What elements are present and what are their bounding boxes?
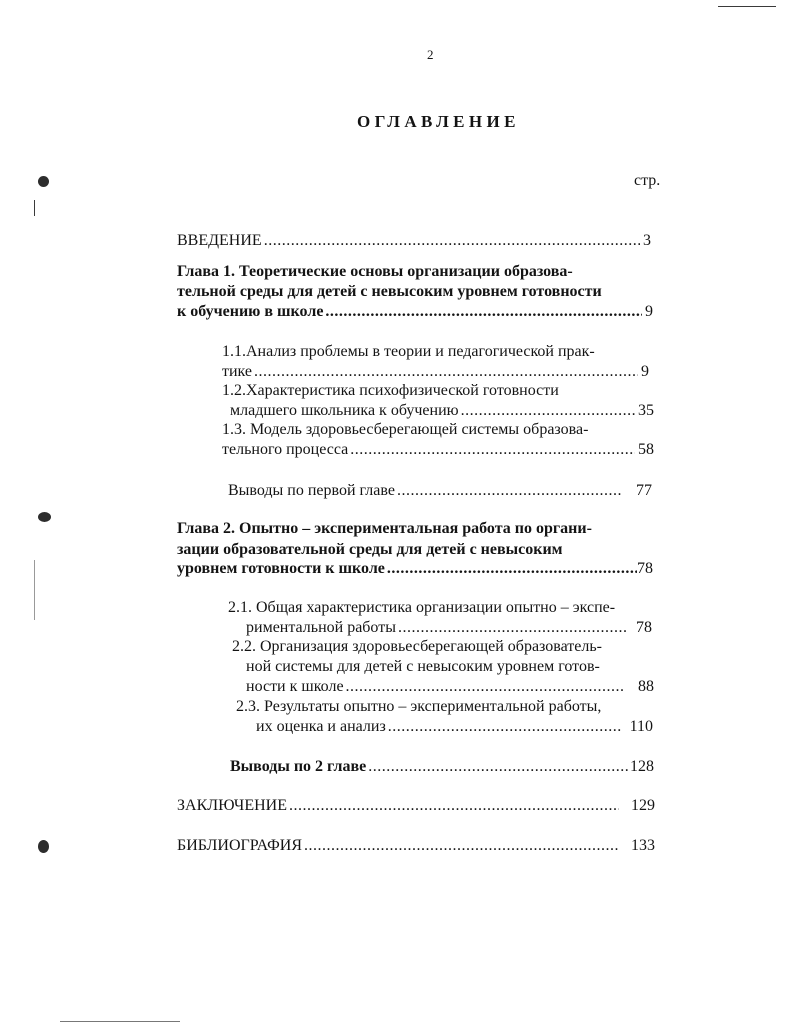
toc-entry-page: 128 xyxy=(630,758,654,775)
page-column-label: стр. xyxy=(634,172,661,189)
toc-entry-page: 133 xyxy=(631,837,655,854)
toc-entry-section-1-2 xyxy=(230,401,654,421)
toc-entry-title: младшего школьника к обучению xyxy=(230,402,459,419)
toc-leader xyxy=(398,618,626,638)
page-number: 2 xyxy=(427,47,434,62)
toc-chapter-1-line: тельной среды для детей с невысоким уровнем готовности xyxy=(177,283,602,300)
toc-entry-title: Выводы по первой главе xyxy=(228,482,395,499)
toc-leader xyxy=(368,757,630,777)
toc-entry-section-2-2 xyxy=(246,677,654,697)
toc-entry-title: тельного процесса xyxy=(222,441,349,458)
toc-entry-chapter-1 xyxy=(177,302,653,322)
toc-entry-title: ЗАКЛЮЧЕНИЕ xyxy=(177,797,287,814)
toc-entry-title: Выводы по 2 главе xyxy=(230,758,367,775)
toc-entry-intro xyxy=(177,231,651,251)
toc-leader xyxy=(350,440,635,460)
toc-entry-title: уровнем готовности к школе xyxy=(177,560,385,577)
binder-hole-mark xyxy=(38,176,49,187)
toc-section-1-1-line: 1.1.Анализ проблемы в теории и педагогической прак- xyxy=(222,343,595,360)
toc-title: ОГЛАВЛЕНИЕ xyxy=(357,112,520,131)
toc-chapter-2-line: Глава 2. Опытно – экспериментальная работа по органи- xyxy=(177,520,592,537)
toc-leader xyxy=(264,231,640,251)
toc-entry-title: БИБЛИОГРАФИЯ xyxy=(177,837,303,854)
toc-section-1-3-line: 1.3. Модель здоровьесберегающей системы образова- xyxy=(222,421,589,438)
toc-entry-bibliography xyxy=(177,836,655,856)
toc-section-1-2-line: 1.2.Характеристика психофизической готовности xyxy=(222,382,559,399)
toc-leader xyxy=(388,717,622,737)
toc-section-2-2-line: ной системы для детей с невысоким уровнем готов- xyxy=(246,658,600,675)
toc-leader xyxy=(397,481,622,501)
toc-leader xyxy=(304,836,619,856)
toc-entry-page: 35 xyxy=(638,402,654,419)
toc-entry-page: 110 xyxy=(629,718,653,735)
toc-section-2-1-line: 2.1. Общая характеристика организации опытно – экспе- xyxy=(228,599,616,616)
toc-entry-page: 78 xyxy=(637,560,653,577)
binder-hole-mark xyxy=(38,840,49,853)
toc-entry-page: 88 xyxy=(638,678,654,695)
scan-edge-line xyxy=(718,6,776,7)
toc-entry-section-2-1 xyxy=(246,618,652,638)
toc-entry-page: 58 xyxy=(638,441,654,458)
toc-leader xyxy=(289,796,619,816)
toc-section-2-2-line: 2.2. Организация здоровьесберегающей образователь- xyxy=(232,638,603,655)
toc-entry-title: ности к школе xyxy=(246,678,344,695)
toc-chapter-1-line: Глава 1. Теоретические основы организации образова- xyxy=(177,263,573,280)
toc-entry-title: ВВЕДЕНИЕ xyxy=(177,232,262,249)
scan-margin-line xyxy=(34,560,35,620)
toc-entry-page: 77 xyxy=(636,482,652,499)
toc-leader xyxy=(387,559,637,579)
toc-entry-section-1-1 xyxy=(222,362,649,382)
toc-entry-section-1-3 xyxy=(222,440,654,460)
toc-leader xyxy=(254,362,638,382)
scan-edge-line xyxy=(60,1021,180,1022)
toc-entry-page: 3 xyxy=(643,232,651,249)
toc-entry-page: 78 xyxy=(636,619,652,636)
toc-entry-title: риментальной работы xyxy=(246,619,396,636)
toc-entry-page: 129 xyxy=(631,797,655,814)
toc-entry-title: тике xyxy=(222,363,253,380)
toc-chapter-2-line: зации образовательной среды для детей с невысоким xyxy=(177,541,563,558)
toc-entry-chapter-1-conclusions xyxy=(228,481,652,501)
toc-entry-chapter-2-conclusions xyxy=(230,757,654,777)
toc-entry-section-2-3 xyxy=(256,717,653,737)
toc-entry-conclusion xyxy=(177,796,655,816)
toc-entry-page: 9 xyxy=(641,363,649,380)
toc-leader xyxy=(325,302,642,322)
toc-entry-chapter-2 xyxy=(177,559,653,579)
toc-leader xyxy=(461,401,635,421)
toc-entry-title: к обучению в школе xyxy=(177,303,324,320)
toc-section-2-3-line: 2.3. Результаты опытно – экспериментальной работы, xyxy=(236,698,602,715)
binder-hole-mark xyxy=(38,512,51,522)
toc-entry-title: их оценка и анализ xyxy=(256,718,386,735)
toc-entry-page: 9 xyxy=(645,303,653,320)
scan-margin-line xyxy=(34,200,35,216)
toc-leader xyxy=(346,677,624,697)
